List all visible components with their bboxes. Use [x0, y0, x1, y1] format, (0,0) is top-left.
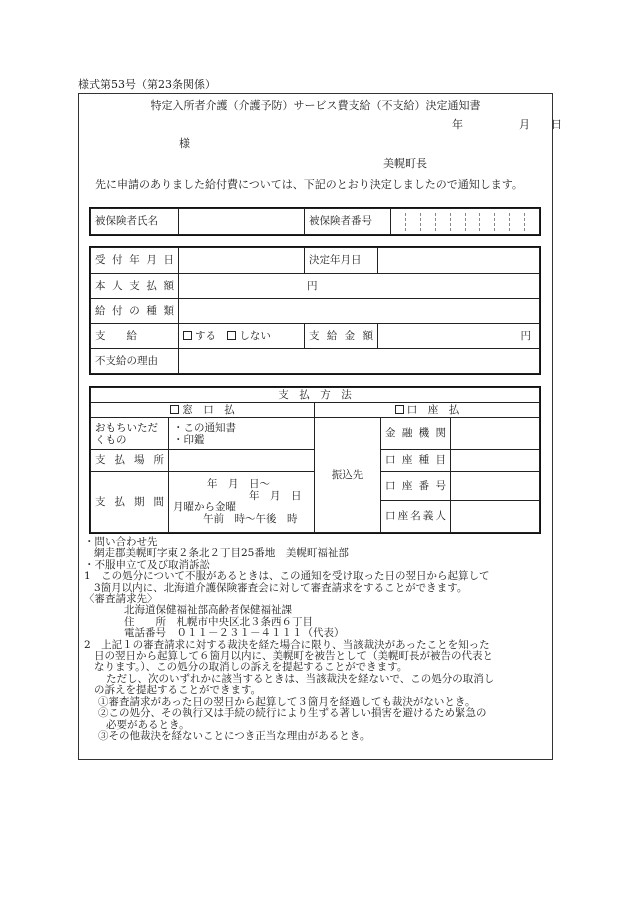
addressee-suffix: 様	[179, 137, 190, 150]
note-item2-line: 2 上記１の審査請求に対する裁決を経た場合に限り、当該裁決があったことを知った	[84, 638, 490, 651]
review-dest-heading: 〈審査請求先〉	[84, 593, 158, 606]
exception-item: 必要があるとき。	[106, 718, 190, 731]
acct-name-row	[381, 501, 540, 533]
decision-table	[90, 247, 540, 374]
benefit-type-field[interactable]	[179, 299, 540, 324]
receipt-date-label: 受付年月日	[91, 248, 179, 274]
date-line	[452, 118, 562, 131]
place-label: 支払場所	[91, 450, 169, 472]
checkbox-no[interactable]	[227, 331, 236, 340]
acct-no-label: 口座番号	[381, 472, 451, 500]
appeal-heading: ・不服申立て及び取消訴訟	[84, 558, 210, 571]
review-dest-line: 住 所 札幌市中央区北３条西６丁目	[124, 615, 313, 628]
form-number-label: 様式第53号（第23条関係）	[78, 78, 216, 91]
exception-item: ③その他裁決を経ないことにつき正当な理由があるとき。	[98, 729, 371, 742]
period-line3: 月曜から金曜	[173, 501, 236, 513]
window-payment-option[interactable]: 窓 口 払	[91, 403, 315, 418]
place-field[interactable]	[169, 450, 315, 472]
note-item2-line: の訴えを提起することができます。	[94, 684, 262, 697]
insured-number-label: 被保険者番号	[305, 209, 391, 235]
self-pay-label: 本人支払額	[91, 274, 179, 299]
note-item1-line: 1 この処分について不服があるときは、この通知を受け取った日の翌日から起算して	[84, 570, 490, 583]
insured-name-field[interactable]	[179, 209, 305, 235]
bank-label: 金融機関	[381, 418, 451, 449]
decision-date-field[interactable]	[378, 248, 540, 274]
issuer-name: 美幌町長	[383, 157, 427, 170]
note-item1-line: 3箇月以内に、北海道介護保険審査会に対して審査請求をすることができます。	[94, 581, 468, 594]
option-yes[interactable]: する	[183, 330, 216, 342]
bring-items-label: おもちいただくもの	[91, 418, 169, 450]
payment-method-table	[90, 387, 540, 533]
document-title: 特定入所者介護（介護予防）サービス費支給（不支給）決定通知書	[150, 99, 481, 112]
self-pay-yen: 円	[307, 279, 318, 292]
payment-method-header: 支 払 方 法	[91, 388, 540, 403]
period-line4: 午前 時～午後 時	[203, 512, 298, 525]
option-no[interactable]: しない	[227, 330, 271, 342]
amount-yen: 円	[520, 329, 531, 342]
review-dest-line: 電話番号 ０１１－２３１－４１１１（代表）	[124, 627, 345, 640]
exception-item: ②この処分、その執行又は手続の続行により生ずる著しい損害を避けるため緊急の	[98, 707, 487, 720]
self-pay-field[interactable]	[179, 274, 540, 299]
note-item2-line: 日の翌日から起算して６箇月以内に、美幌町を被告として（美幌町長が被告の代表と	[94, 650, 493, 663]
notes-section	[84, 537, 550, 742]
bank-row	[381, 418, 540, 450]
transfer-label: 振込先	[315, 418, 381, 533]
acct-no-row	[381, 472, 540, 501]
bring-item: ・この通知書	[173, 421, 236, 434]
checkbox-window[interactable]	[170, 405, 179, 414]
inquiry-address: 網走郡美幌町字東２条北２丁目25番地 美幌町福祉部	[94, 547, 349, 560]
exception-item: ①審査請求があった日の翌日から起算して３箇月を経過しても裁決がないとき。	[98, 695, 476, 708]
bring-item: ・印鑑	[173, 433, 205, 446]
date-day: 日	[551, 118, 562, 131]
decision-date-label: 決定年月日	[305, 248, 378, 274]
insured-name-label: 被保険者氏名	[91, 209, 179, 235]
inquiry-heading: ・問い合わせ先	[84, 536, 158, 548]
payment-label: 支 給	[91, 324, 179, 349]
insured-table	[90, 208, 540, 235]
bring-items	[169, 418, 315, 450]
acct-name-label: 口座名義人	[381, 501, 451, 532]
period-line2: 年 月 日	[249, 489, 302, 502]
benefit-type-label: 給付の種類	[91, 299, 179, 324]
acct-type-row	[381, 450, 540, 472]
amount-label: 支給金額	[305, 324, 378, 349]
review-dest-line: 北海道保健福祉部高齢者保健福祉課	[124, 604, 292, 617]
reason-field[interactable]	[179, 349, 540, 374]
acct-type-label: 口座種目	[381, 450, 451, 471]
checkbox-yes[interactable]	[183, 331, 192, 340]
intro-text: 先に申請のありました給付費については、下記のとおり決定しましたので通知します。	[95, 178, 523, 191]
receipt-date-field[interactable]	[179, 248, 305, 274]
checkbox-account[interactable]	[395, 405, 404, 414]
note-item2-line: ただし、次のいずれかに該当するときは、当該裁決を経ないで、この処分の取消し	[106, 672, 495, 685]
account-payment-option[interactable]: 口 座 払	[315, 403, 540, 418]
date-month: 月	[519, 118, 530, 131]
reason-label: 不支給の理由	[91, 349, 179, 374]
insured-number-field[interactable]	[391, 209, 540, 235]
note-item2-line: なります。）、この処分の取消しの訴えを提起することができます。	[94, 661, 408, 674]
payment-options	[179, 324, 305, 349]
amount-field[interactable]	[378, 324, 540, 349]
period-label: 支払期間	[91, 472, 169, 533]
date-year: 年	[452, 118, 463, 131]
period-line1: 年 月 日～	[207, 478, 270, 490]
period-field[interactable]	[169, 472, 315, 533]
